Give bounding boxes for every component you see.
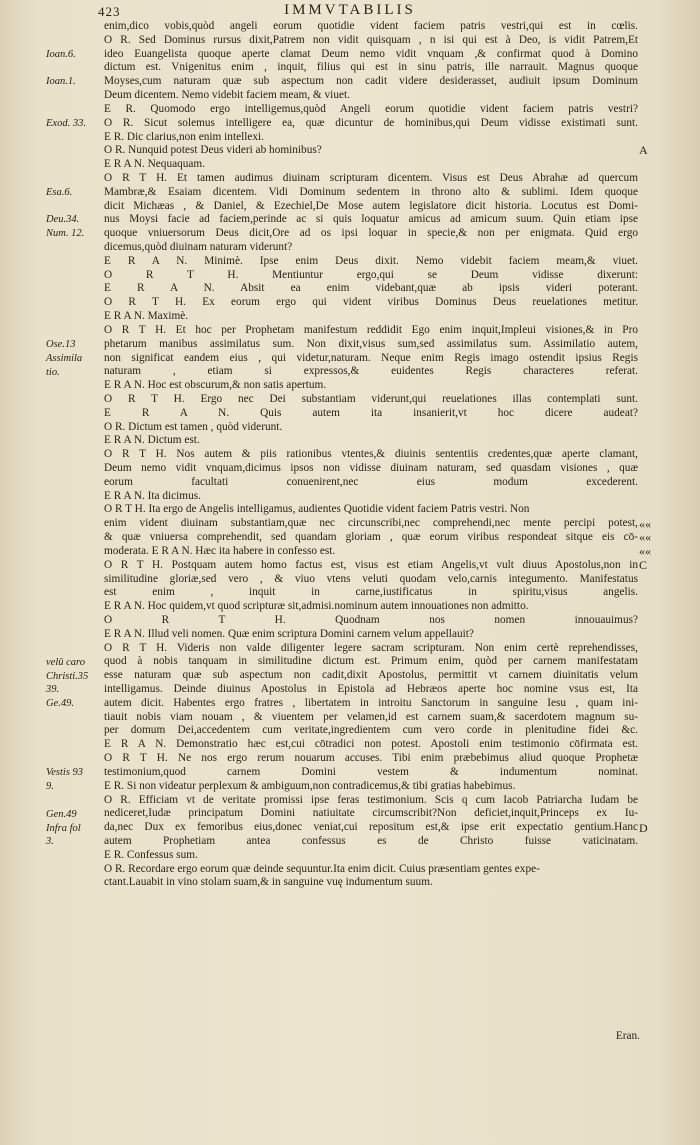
text-line: moderata. E R A N. Hæc ita habere in confesso est.: [104, 544, 336, 557]
text-line: O R. Dictum est tamen , quòd viderunt.: [104, 420, 283, 433]
text-line: eorum facultati conuenirent,nec eius modum excederent.: [104, 475, 638, 488]
text-line: Mambræ,& Esaiam dicentem. Vidi Dominum sedentem in throno alto & sublimi. Idem quoque: [104, 185, 638, 198]
text-line: O R T H. Ex eorum ergo qui vident viribus Dominus Deus reuelationes metitur.: [104, 296, 638, 309]
running-head: IMMVTABILIS: [284, 2, 416, 18]
margin-note: Ge.49.: [46, 698, 74, 710]
text-line: O R T H. Et tamen audimus diuinam scripturam dicentem. Visus est Deus Abrahæ ad quercum: [104, 171, 638, 184]
margin-note: 3.: [46, 836, 54, 848]
text-line: O R T H. Ne nos ergo rerum nouarum accuses. Tibi enim præbebimus aliud quoque Prophetæ: [104, 752, 638, 765]
text-line: intelligamus. Deinde diuinus Apostolus in Epistola ad Hebræos aperte hoc nomine vsus est, Ita: [104, 683, 638, 695]
margin-note: tio.: [46, 366, 60, 378]
text-line: Deum nemo vidit vnquam,dicimus ipsos non vidisse diuinam naturam, sed quasdam visiones , quæ: [104, 462, 638, 474]
text-line: Deum dicentem. Nemo videbit faciem meam, & viuet.: [104, 89, 350, 102]
text-line: autem dicit. Habentes ergo fratres , libertatem in introitu Sanctorum in sanguine Iesu , quam ini-: [104, 696, 638, 709]
text-line: E R A N. Hoc est obscurum,& non satis apertum.: [104, 379, 327, 392]
text-line: O R. Sicut solemus intelligere ea, quæ dicuntur de hominibus,qui Deum vidisse existimati sunt.: [104, 116, 638, 129]
text-line: ideo Euangelista quoque aperte clamat Deum nemo vidit vnquam ,& confirmat quod à Domino: [104, 47, 638, 60]
text-line: & quæ vniuersa comprehendit, sed quandam gloriam , quæ eorum viribus respondeat sitque eis cō-: [104, 531, 638, 544]
section-marker: ««: [639, 530, 651, 545]
text-line: E R A N. Demonstratio hæc est,cui cōtradici non potest. Apostoli enim testimonio cōfirmata est.: [104, 738, 638, 751]
text-line: O R. Recordare ergo eorum quæ deinde sequuntur.Ita enim dicit. Cuius præsentiam gentes expe-: [104, 862, 540, 875]
main-text-block: [104, 20, 638, 890]
margin-note: Christi.35: [46, 670, 89, 682]
margin-note: velū caro: [46, 656, 85, 668]
folio-number: 423: [98, 4, 121, 19]
text-line: E R A N. Nequaquam.: [104, 158, 206, 171]
text-line: autem Prophetiam antea confessus es de Christo fuisse vaticinatam.: [104, 834, 638, 847]
text-line: E R A N. Hoc quidem,vt quod scripturæ sit,admisi.nominum autem innouationes non admitto.: [104, 600, 529, 613]
text-line: per domum Dei,accedentem cum veritate,ingredientem cum vero corde in plenitudine fidei &c.: [104, 724, 638, 737]
text-line: nediceret,Iudæ principatum Domini natiuitate circumscribit?Non deficiet,inquit,Princeps ex Iu-: [104, 807, 638, 820]
margin-note: Assimila: [46, 352, 83, 364]
text-line: Moyses,cum naturam quæ sub aspectum non cadit videre desiderasset, audiuit ipsum Dominum: [104, 75, 638, 88]
text-line: E R A N. Maximè.: [104, 310, 189, 323]
text-line: O R T H. Videris non valde diligenter legere sacram scripturam. Non enim certè reprehendisses,: [104, 641, 638, 654]
text-line: tiauit nobis viam nouam , & viuentem per velamen,id est carnem suam,& sacerdotem magnum su-: [104, 710, 638, 723]
text-line: dicit Michæas , & Daniel, & Ezechiel,De Mose autem legislatore dicit historia. Locutus est Domi-: [104, 199, 638, 212]
text-line: O R. Efficiam vt de veritate promissi ipse feras testimonium. Scis q cum Iacob Patriarcha Iudam be: [104, 793, 638, 806]
text-line: E R. Si non videatur perplexum & ambiguum,non contradicemus,& tibi gratias habebimus.: [104, 779, 516, 792]
section-marker: C: [639, 557, 648, 572]
text-line: enim vident diuinam substantiam,quæ nec circunscribi,nec comprehendi,nec mente percipi potest,: [104, 517, 638, 530]
text-line: similitudine gloriæ,sed vero , & viuo vtens veluti quodam velo,carnis integumento. Manifestatus: [104, 572, 638, 585]
text-line: O R T H. Et hoc per Prophetam manifestum reddidit Ego enim inquit,Impleui visiones,& in Pro: [104, 323, 638, 336]
text-line: quod à nobis tanquam in similitudine dictum est. Primum enim, quòd per carnem manifestatam: [104, 655, 638, 668]
section-marker: ««: [639, 516, 651, 531]
text-line: E R A N. Minimè. Ipse enim Deus dixit. Nemo videbit faciem meam,& viuet.: [104, 254, 638, 267]
margin-note: Esa.6.: [46, 186, 73, 198]
margin-note: Ioan.1.: [46, 76, 76, 88]
text-line: E R. Confessus sum.: [104, 848, 198, 861]
text-line: nus Moysi facie ad faciem,perinde ac si quis loquatur amicus ad amicum suum. Quin etiam ipse: [104, 213, 638, 226]
text-line: E R A N. Dictum est.: [104, 434, 200, 447]
text-line: E R A N. Absit ea enim videbant,quæ ab ipsis videri poterant.: [104, 282, 638, 295]
text-line: O R T H. Ergo nec Dei substantiam viderunt,qui reuelationes illas contemplati sunt.: [104, 392, 638, 405]
text-line: O R T H. Mentiuntur ergo,qui se Deum vidisse dixerunt:: [104, 268, 638, 281]
section-marker: D: [639, 820, 648, 835]
text-line: O R T H. Ita ergo de Angelis intelligamus, audientes Quotidie vident faciem Patris vestri. Non: [104, 503, 530, 516]
text-line: dictum est. Vnigenitus enim , inquit, filius qui est in sinu patris, ille narrauit. Magnus quoque: [104, 61, 638, 74]
text-line: naturam , etiam si expressos,& euidentes Regis characteres referat.: [104, 365, 638, 378]
text-line: enim,dico vobis,quòd angeli eorum quotidie vident faciem patris vestri,qui est in cœlis.: [104, 20, 638, 32]
text-line: phetarum manibus assimilatus sum. Non dixit,visus sum,sed assimilatus sum. Assimilatio autem,: [104, 337, 638, 350]
text-line: O R. Nunquid potest Deus videri ab hominibus?: [104, 144, 322, 157]
catchword: Eran.: [615, 1030, 640, 1042]
margin-note: Vestis 93: [46, 767, 84, 779]
text-line: E R A N. Illud veli nomen. Quæ enim scriptura Domini carnem velum appellauit?: [104, 627, 474, 640]
text-line: esse naturam quæ sub aspectum non cadit,dixit Apostolus, permittit vt carnem diuinitatis velum: [104, 669, 638, 682]
text-line: O R T H. Quodnam nos nomen innouauimus?: [104, 613, 638, 626]
text-line: O R T H. Nos autem & piis rationibus vtentes,& diuinis sententiis credentes,quæ aperte clamant,: [104, 448, 638, 461]
margin-note: Ose.13: [46, 338, 76, 350]
text-line: E R. Dic clarius,non enim intellexi.: [104, 130, 265, 143]
margin-note: 9.: [46, 781, 54, 793]
text-line: da,nec Dux ex femoribus eius,donec veniat,cui repositum est,& ipse erit expectatio gentium.Hanc: [104, 821, 638, 834]
margin-note: Num. 12.: [46, 228, 85, 240]
margin-note: Gen.49: [46, 808, 77, 820]
section-marker: ««: [639, 544, 651, 559]
text-line: E R A N. Quis autem ita insanierit,vt hoc dicere audeat?: [104, 406, 638, 419]
margin-note: Exod. 33.: [46, 117, 86, 129]
text-line: est enim , inquit in carne,iustificatus in spiritu,visus angelis.: [104, 586, 638, 599]
text-line: quoque vniuersorum Deus dicit,Ore ad os ipsi loquar in specie,& non per enigmata. Quid ergo: [104, 227, 638, 240]
text-line: ctant.Lauabit in vino stolam suam,& in sanguine vuę indumentum suum.: [104, 876, 433, 889]
text-line: E R A N. Ita dicimus.: [104, 489, 201, 502]
text-line: non significat eandem eius , qui videtur,naturam. Neque enim Regis imago ostendit ipsius Regis: [104, 351, 638, 364]
text-line: E R. Quomodo ergo intelligemus,quòd Angeli eorum quotidie vident faciem patris vestri?: [104, 102, 638, 115]
margin-note: Infra fol: [46, 822, 81, 834]
text-line: dicemus,quòd diuinam naturam viderunt?: [104, 241, 293, 253]
text-line: testimonium,quod carnem Domini vestem & indumentum nominat.: [104, 765, 638, 778]
margin-note: 39.: [46, 684, 60, 696]
margin-note: Ioan.6.: [46, 48, 76, 60]
text-line: O R. Sed Dominus rursus dixit,Patrem non vidit quisquam , n isi qui est à Deo, is vidit Patrem,Et: [104, 33, 638, 46]
section-marker: A: [639, 143, 648, 158]
text-line: O R T H. Postquam autem homo factus est, visus est etiam Angelis,vt vult diuus Apostolus,non in: [104, 558, 638, 571]
margin-note: Deu.34.: [46, 214, 80, 226]
